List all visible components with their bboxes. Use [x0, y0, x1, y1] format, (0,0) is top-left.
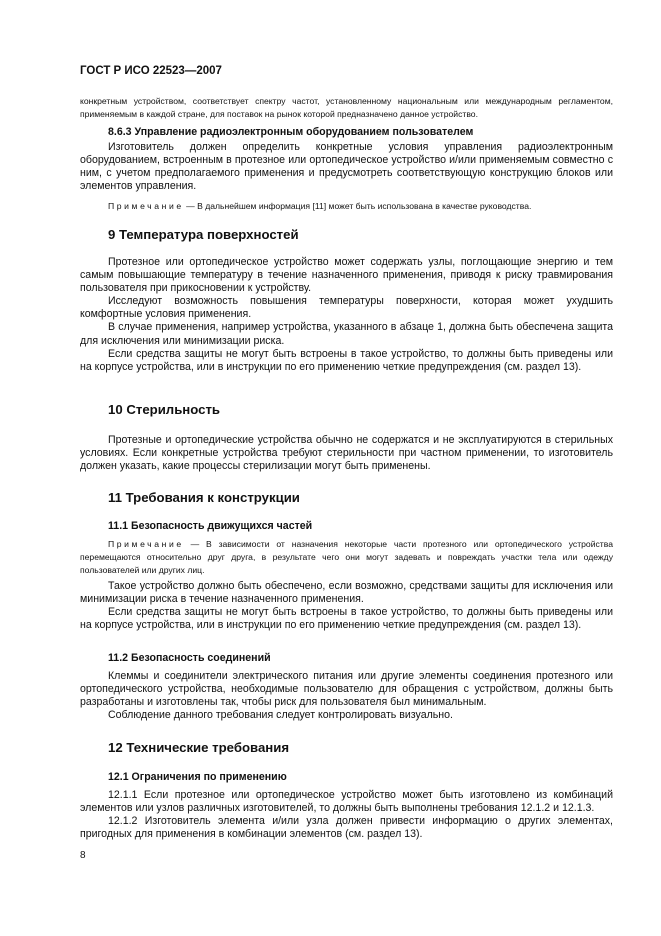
paragraph: Клеммы и соединители электрического питания или другие элементы соединения протезного или ортопедического устройства, необходимые пользователю для обращения с устройством, должны быть разработаны и изготовлены так, чтобы риск для пользователя был минимальным. [80, 670, 613, 709]
subsection-title: 11.2 Безопасность соединений [108, 652, 271, 664]
paragraph: Такое устройство должно быть обеспечено, если возможно, средствами защиты для исключения или минимизации риска в течение назначенного применения. [80, 580, 613, 606]
paragraph: 12.1.1 Если протезное или ортопедическое устройство может быть изготовлено из комбинаций элементов или узлов различных изготовителей, то должны быть выполнены требования 12.1.2 и 12.1.3. [80, 789, 613, 815]
section-title: 9 Температура поверхностей [108, 227, 299, 242]
section-10 [80, 402, 613, 418]
paragraph: 12.1.2 Изготовитель элемента и/или узла должен привести информацию о других элементах, пригодных для применения в комбинации элементов (см. раздел 13). [80, 815, 613, 841]
section-11-2 [80, 652, 613, 722]
note-text: — В дальнейшем информация [11] может быть использована в качестве руководства. [183, 201, 532, 212]
subsection-title: 12.1 Ограничения по применению [108, 771, 287, 783]
subsection-title: 11.1 Безопасность движущихся частей [108, 520, 313, 532]
note-label: Примечание [108, 201, 184, 212]
section-10-body [80, 434, 613, 473]
note [80, 538, 613, 577]
page-number: 8 [80, 850, 86, 861]
section-title: 10 Стерильность [108, 402, 221, 417]
paragraph: Изготовитель должен определить конкретные условия управления радиоэлектронным оборудованием, встроенным в протезное или ортопедическое устройство и/или применяемым совместно с ним, с учетом предполагаемого применения и предусмотреть соответствующую конструкцию блоков или элементов управления. [80, 141, 613, 193]
note-text: — В зависимости от назначения некоторые части протезного или ортопедического устройства перемещаются относительно друг друга, в результате чего они могут задевать и повреждать участки тела или одежду пользователей или других лиц. [80, 539, 613, 575]
document-header: ГОСТ Р ИСО 22523—2007 [80, 65, 222, 77]
note [80, 200, 613, 213]
section-12 [80, 740, 613, 756]
section-11-1 [80, 520, 613, 577]
section-8-6-3 [80, 126, 613, 213]
paragraph: Соблюдение данного требования следует контролировать визуально. [108, 709, 453, 722]
section-12-1 [80, 771, 613, 841]
paragraph: Протезное или ортопедическое устройство может содержать узлы, поглощающие энергию и тем самым повышающие температуру в течение назначенного применения, приводя к риску травмирования пользователя при прикосновении к устройству. [80, 256, 613, 295]
section-9-body [80, 256, 613, 374]
intro-fragment: конкретным устройством, соответствует спектру частот, установленному национальным или международным регламентом, применяемым в каждой стране, для поставок на рынок которой предназначено данное устройство. [80, 96, 613, 119]
section-9 [80, 227, 613, 243]
subsection-title: 8.6.3 Управление радиоэлектронным оборудованием пользователем [108, 126, 474, 138]
section-11 [80, 490, 613, 506]
section-title: 12 Технические требования [108, 740, 290, 755]
paragraph: В случае применения, например устройства, указанного в абзаце 1, должна быть обеспечена защита для исключения или минимизации риска. [80, 321, 613, 347]
paragraph: Протезные и ортопедические устройства обычно не содержатся и не эксплуатируются в стерильных условиях. Если конкретные устройства требуют стерильности при частном применении, то изготовитель должен указать, какие процессы стерилизации могут быть применены. [80, 434, 613, 473]
section-title: 11 Требования к конструкции [108, 490, 300, 505]
section-11-1-body [80, 580, 613, 632]
paragraph: Если средства защиты не могут быть встроены в такое устройство, то должны быть приведены или на корпусе устройства, или в инструкции по его применению четкие предупреждения (см. раздел 13). [80, 606, 613, 632]
note-label: Примечание [108, 539, 184, 549]
paragraph: Если средства защиты не могут быть встроены в такое устройство, то должны быть приведены или на корпусе устройства, или в инструкции по его применению четкие предупреждения (см. раздел 13). [80, 347, 613, 373]
paragraph: Исследуют возможность повышения температуры поверхности, которая может ухудшить комфортные условия применения. [80, 295, 613, 321]
